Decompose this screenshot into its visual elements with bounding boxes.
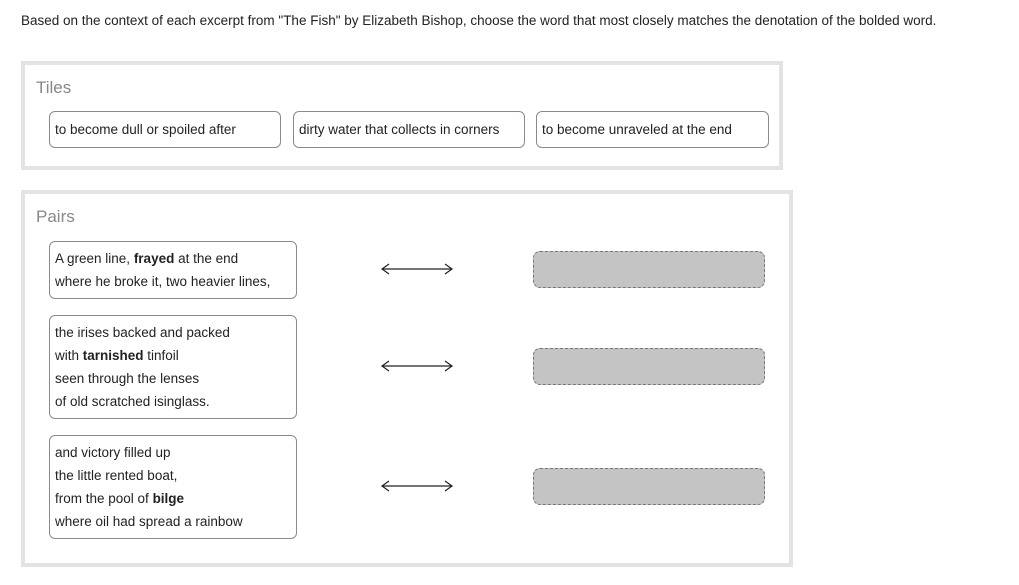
- prompt-line: of old scratched isinglass.: [55, 394, 210, 409]
- bolded-word: tarnished: [82, 348, 144, 363]
- bolded-word: bilge: [152, 491, 185, 506]
- prompt-line: with tarnished tinfoil: [55, 348, 179, 363]
- double-arrow-icon: [380, 479, 454, 493]
- drop-target-frayed[interactable]: [533, 251, 765, 288]
- tiles-panel: [21, 61, 783, 170]
- double-arrow-icon: [380, 262, 454, 276]
- double-arrow-icon: [380, 359, 454, 373]
- prompt-line: A green line, frayed at the end: [55, 251, 239, 266]
- drop-target-bilge[interactable]: [533, 468, 765, 505]
- prompt-line: where he broke it, two heavier lines,: [55, 274, 271, 289]
- pair-prompt-frayed: [49, 241, 297, 299]
- pairs-title: Pairs: [36, 207, 75, 226]
- pair-prompt-tarnished: [49, 315, 297, 419]
- prompt-line: the irises backed and packed: [55, 325, 230, 340]
- prompt-line: and victory filled up: [55, 445, 171, 460]
- prompt-line: where oil had spread a rainbow: [55, 514, 243, 529]
- prompt-line: the little rented boat,: [55, 468, 178, 483]
- tile-dull-or-spoiled[interactable]: to become dull or spoiled after: [49, 111, 281, 148]
- pair-prompt-bilge: [49, 435, 297, 539]
- drop-target-tarnished[interactable]: [533, 348, 765, 385]
- pairs-panel: [21, 190, 793, 567]
- tile-unraveled[interactable]: to become unraveled at the end: [536, 111, 769, 148]
- bolded-word: frayed: [133, 251, 175, 266]
- instructions: Based on the context of each excerpt from "The Fish" by Elizabeth Bishop, choose the word that most closely matches the denotation of the bolded word.: [21, 13, 937, 28]
- prompt-line: from the pool of bilge: [55, 491, 185, 506]
- tiles-title: Tiles: [36, 78, 72, 97]
- prompt-line: seen through the lenses: [55, 371, 200, 386]
- tile-dirty-water[interactable]: dirty water that collects in corners: [293, 111, 525, 148]
